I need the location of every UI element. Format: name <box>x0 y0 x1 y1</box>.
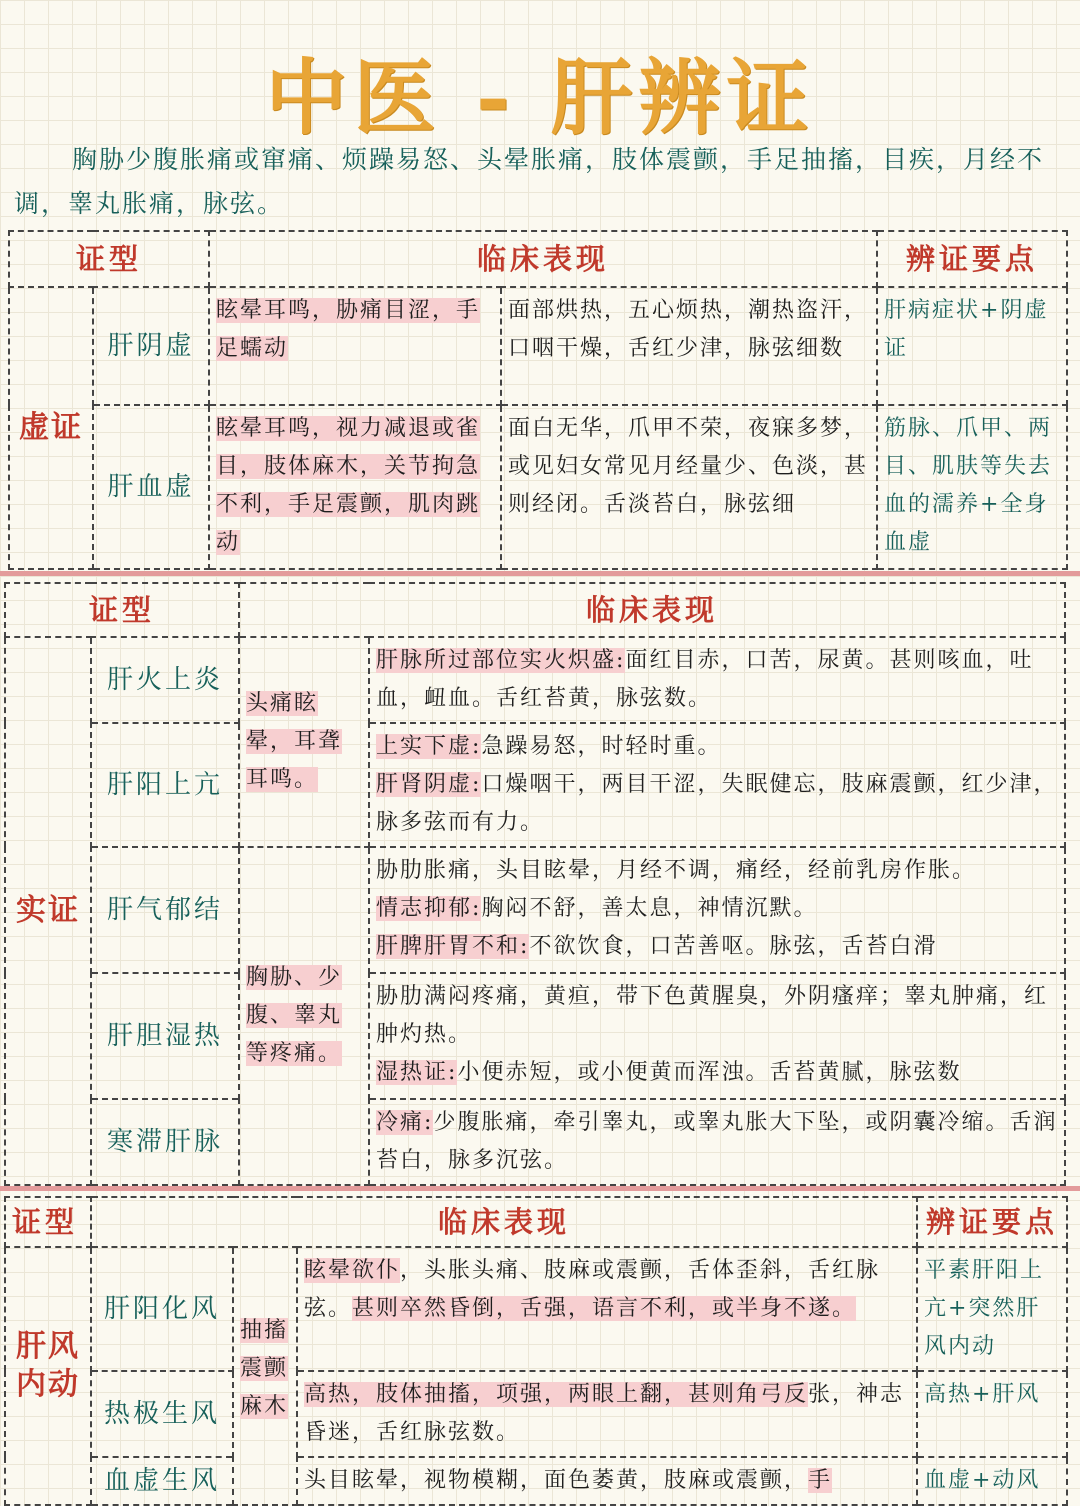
symptom-text: 面红目赤，口苦，尿黄。甚则咳血，吐血，衄血。舌红苔黄，脉弦数。 <box>376 648 1034 711</box>
type-cold-stagnation-liver: 寒滞肝脉 <box>91 1099 239 1185</box>
header-type: 证型 <box>9 231 209 287</box>
symptoms <box>369 1099 1065 1185</box>
symptoms: 面部烘热，五心烦热，潮热盗汗，口咽干燥，舌红少津，脉弦细数 <box>501 287 877 405</box>
intro-text: 胸胁少腹胀痛或窜痛、烦躁易怒、头晕胀痛，肢体震颤，手足抽搐，目疾，月经不调，睾丸胀痛，脉弦。 <box>14 145 1045 218</box>
symptoms <box>297 1371 917 1457</box>
type-blood-deficiency-wind: 血虚生风 <box>91 1457 233 1505</box>
category-excess: 实证 <box>5 637 91 1185</box>
type-liver-qi-stagnation: 肝气郁结 <box>91 847 239 973</box>
symptom-text: 胁肋满闷疼痛，黄疸，带下色黄腥臭，外阴瘙痒；睾丸肿痛，红肿灼热。 <box>376 984 1049 1047</box>
section-divider <box>0 1186 1080 1191</box>
highlight-text: 湿热证: <box>376 1060 458 1085</box>
symptom-text: 胸闷不舒，善太息，神情沉默。 <box>481 896 818 921</box>
symptoms: 面白无华，爪甲不荣，夜寐多梦，或见妇女常见月经量少、色淡，甚则经闭。舌淡苔白，脉弦细 <box>501 405 877 569</box>
header-clinical: 临床表现 <box>91 1197 917 1247</box>
type-liver-yin-deficiency: 肝阴虚 <box>93 287 209 405</box>
highlight-text: 上实下虚: <box>376 734 482 759</box>
highlight-text: 眩晕耳鸣，视力减退或雀目，肢体麻木，关节拘急不利，手足震颤，肌肉跳动 <box>216 416 481 555</box>
symptoms <box>369 637 1065 723</box>
shared-symptoms <box>233 1247 297 1505</box>
shared-symptoms-1 <box>239 637 369 847</box>
main-symptoms <box>209 405 501 569</box>
symptom-text: 少腹胀痛，牵引睾丸，或睾丸胀大下坠，或阴囊冷缩。舌润苔白，脉多沉弦。 <box>376 1110 1058 1173</box>
header-clinical: 临床表现 <box>239 583 1065 637</box>
symptom-text: 张，神志昏迷，舌红脉弦数。 <box>304 1382 905 1445</box>
symptom-text: ，头胀头痛、肢麻或震颤，舌体歪斜，舌红脉弦。 <box>304 1258 881 1321</box>
key-point: 肝病症状+阴虚证 <box>877 287 1067 405</box>
page-title: 中医 - 肝辨证 <box>265 50 815 146</box>
symptoms <box>369 723 1065 847</box>
shared-symptoms-2 <box>239 847 369 1185</box>
header-key: 辨证要点 <box>877 231 1067 287</box>
highlight-text: 情志抑郁: <box>376 896 482 921</box>
excess-table <box>4 582 1066 1186</box>
type-extreme-heat-wind: 热极生风 <box>91 1371 233 1457</box>
key-point: 平素肝阳上亢+突然肝风内动 <box>917 1247 1067 1371</box>
key-point: 高热+肝风 <box>917 1371 1067 1457</box>
header-type: 证型 <box>5 1197 91 1247</box>
symptom-text: 头目眩晕，视物模糊，面色萎黄，肢麻或震颤， <box>304 1468 809 1493</box>
highlight-text: 肝脉所过部位实火炽盛: <box>376 648 626 673</box>
key-point: 血虚+动风 <box>917 1457 1067 1505</box>
highlight-text: 胸胁、少腹、睾丸等疼痛。 <box>246 965 343 1066</box>
highlight-text: 眩晕耳鸣，胁痛目涩，手足蠕动 <box>216 298 481 361</box>
header-key: 辨证要点 <box>917 1197 1067 1247</box>
section-divider <box>0 571 1080 576</box>
symptoms <box>297 1457 917 1505</box>
symptom-text: 口燥咽干，两目干涩，失眠健忘，肢麻震颤，红少津，脉多弦而有力。 <box>376 772 1058 835</box>
key-point: 筋脉、爪甲、两目、肌肤等失去血的濡养+全身血虚 <box>877 405 1067 569</box>
highlight-text: 高热，肢体抽搐，项强，两眼上翻，甚则角弓反 <box>304 1382 809 1407</box>
symptoms <box>297 1247 917 1371</box>
type-liver-yang-hyperactivity: 肝阳上亢 <box>91 723 239 847</box>
category-deficiency: 虚证 <box>9 287 93 569</box>
highlight-text: 头痛眩晕，耳聋耳鸣。 <box>246 691 343 792</box>
symptom-text: 小便赤短，或小便黄而浑浊。舌苔黄腻，脉弦数 <box>457 1060 962 1085</box>
symptom-text: 不欲饮食，口苦善呕。脉弦，舌苔白滑 <box>529 934 938 959</box>
symptoms <box>369 973 1065 1099</box>
highlight-text: 肝肾阴虚: <box>376 772 482 797</box>
highlight-text: 肝脾肝胃不和: <box>376 934 530 959</box>
header-type: 证型 <box>5 583 239 637</box>
type-liver-fire: 肝火上炎 <box>91 637 239 723</box>
type-liver-gallbladder-damp-heat: 肝胆湿热 <box>91 973 239 1099</box>
highlight-text: 甚则卒然昏倒，舌强，语言不利，或半身不遂。 <box>352 1296 857 1321</box>
deficiency-table <box>8 230 1068 570</box>
type-liver-blood-deficiency: 肝血虚 <box>93 405 209 569</box>
highlight-text: 抽搐震颤麻木 <box>240 1318 289 1419</box>
main-symptoms <box>209 287 501 405</box>
category-internal-wind: 肝风内动 <box>5 1247 91 1505</box>
symptom-text: 急躁易怒，时轻时重。 <box>481 734 722 759</box>
header-clinical: 临床表现 <box>209 231 877 287</box>
symptom-text: 胁肋胀痛，头目眩晕，月经不调，痛经，经前乳房作胀。 <box>376 858 977 883</box>
highlight-text: 手 <box>808 1468 833 1493</box>
highlight-text: 眩晕欲仆 <box>304 1258 401 1283</box>
symptoms <box>369 847 1065 973</box>
highlight-text: 冷痛: <box>376 1110 434 1135</box>
type-liver-yang-wind: 肝阳化风 <box>91 1247 233 1371</box>
internal-wind-table <box>4 1196 1068 1506</box>
